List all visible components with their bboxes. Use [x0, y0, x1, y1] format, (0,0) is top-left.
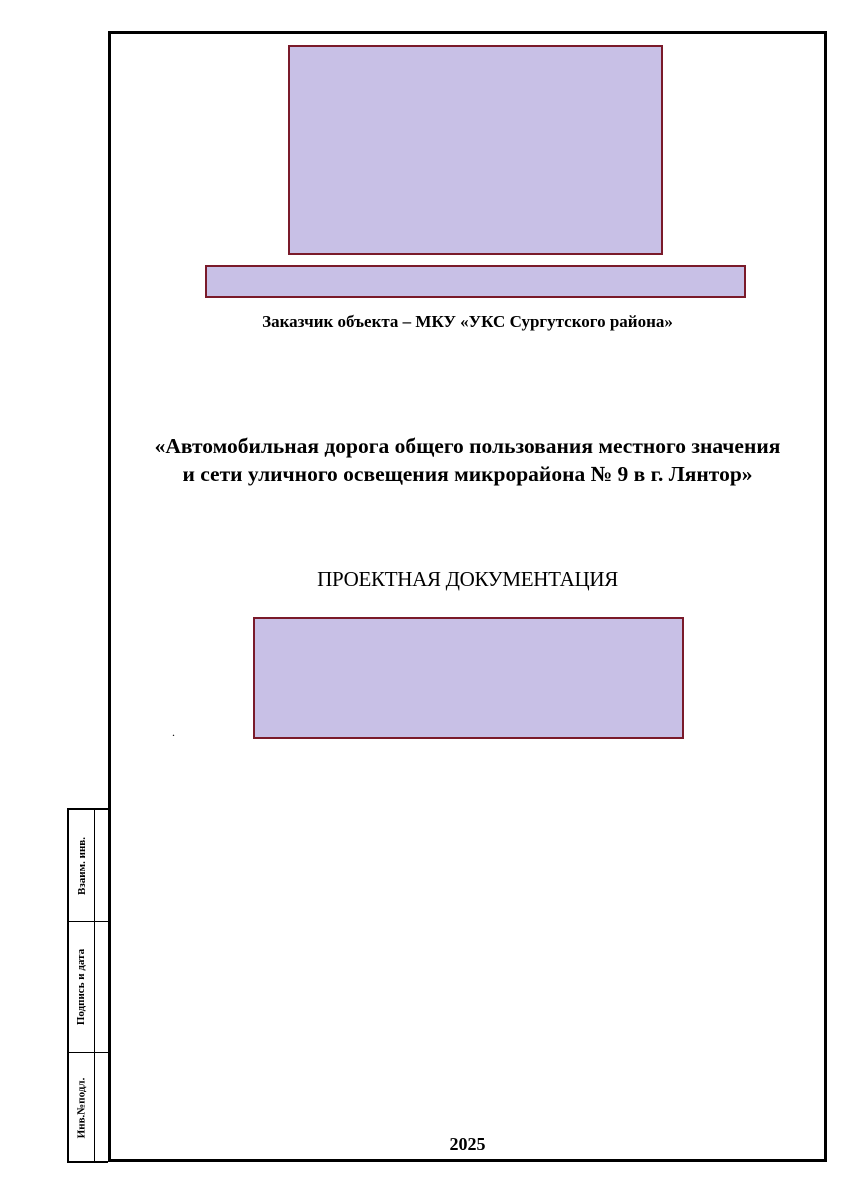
stamp-cell-original-inventory	[69, 1052, 94, 1163]
side-stamp-table	[67, 808, 108, 1163]
stamp-label-mutual-inventory: Взаим. инв.	[75, 836, 88, 895]
project-title-line-2: и сети уличного освещения микрорайона № 9 в г. Лянтор»	[182, 462, 753, 486]
customer-line: Заказчик объекта – МКУ «УКС Сургутского района»	[262, 312, 673, 331]
stamp-label-original-inventory: Инв.№подл.	[75, 1077, 88, 1138]
stamp-cell-mutual-inventory	[69, 810, 94, 921]
year: 2025	[449, 1134, 486, 1154]
stamp-cell-signature-date	[69, 921, 94, 1052]
project-title	[108, 432, 827, 488]
project-title-line-1: «Автомобильная дорога общего пользования местного значения	[154, 434, 781, 458]
redacted-logo-block	[288, 45, 663, 255]
document-type: ПРОЕКТНАЯ ДОКУМЕНТАЦИЯ	[317, 567, 618, 591]
stray-dot: .	[172, 725, 175, 739]
stamp-label-signature-date: Подпись и дата	[75, 948, 88, 1025]
redacted-organization-line	[205, 265, 746, 298]
redacted-document-code-block	[253, 617, 684, 739]
